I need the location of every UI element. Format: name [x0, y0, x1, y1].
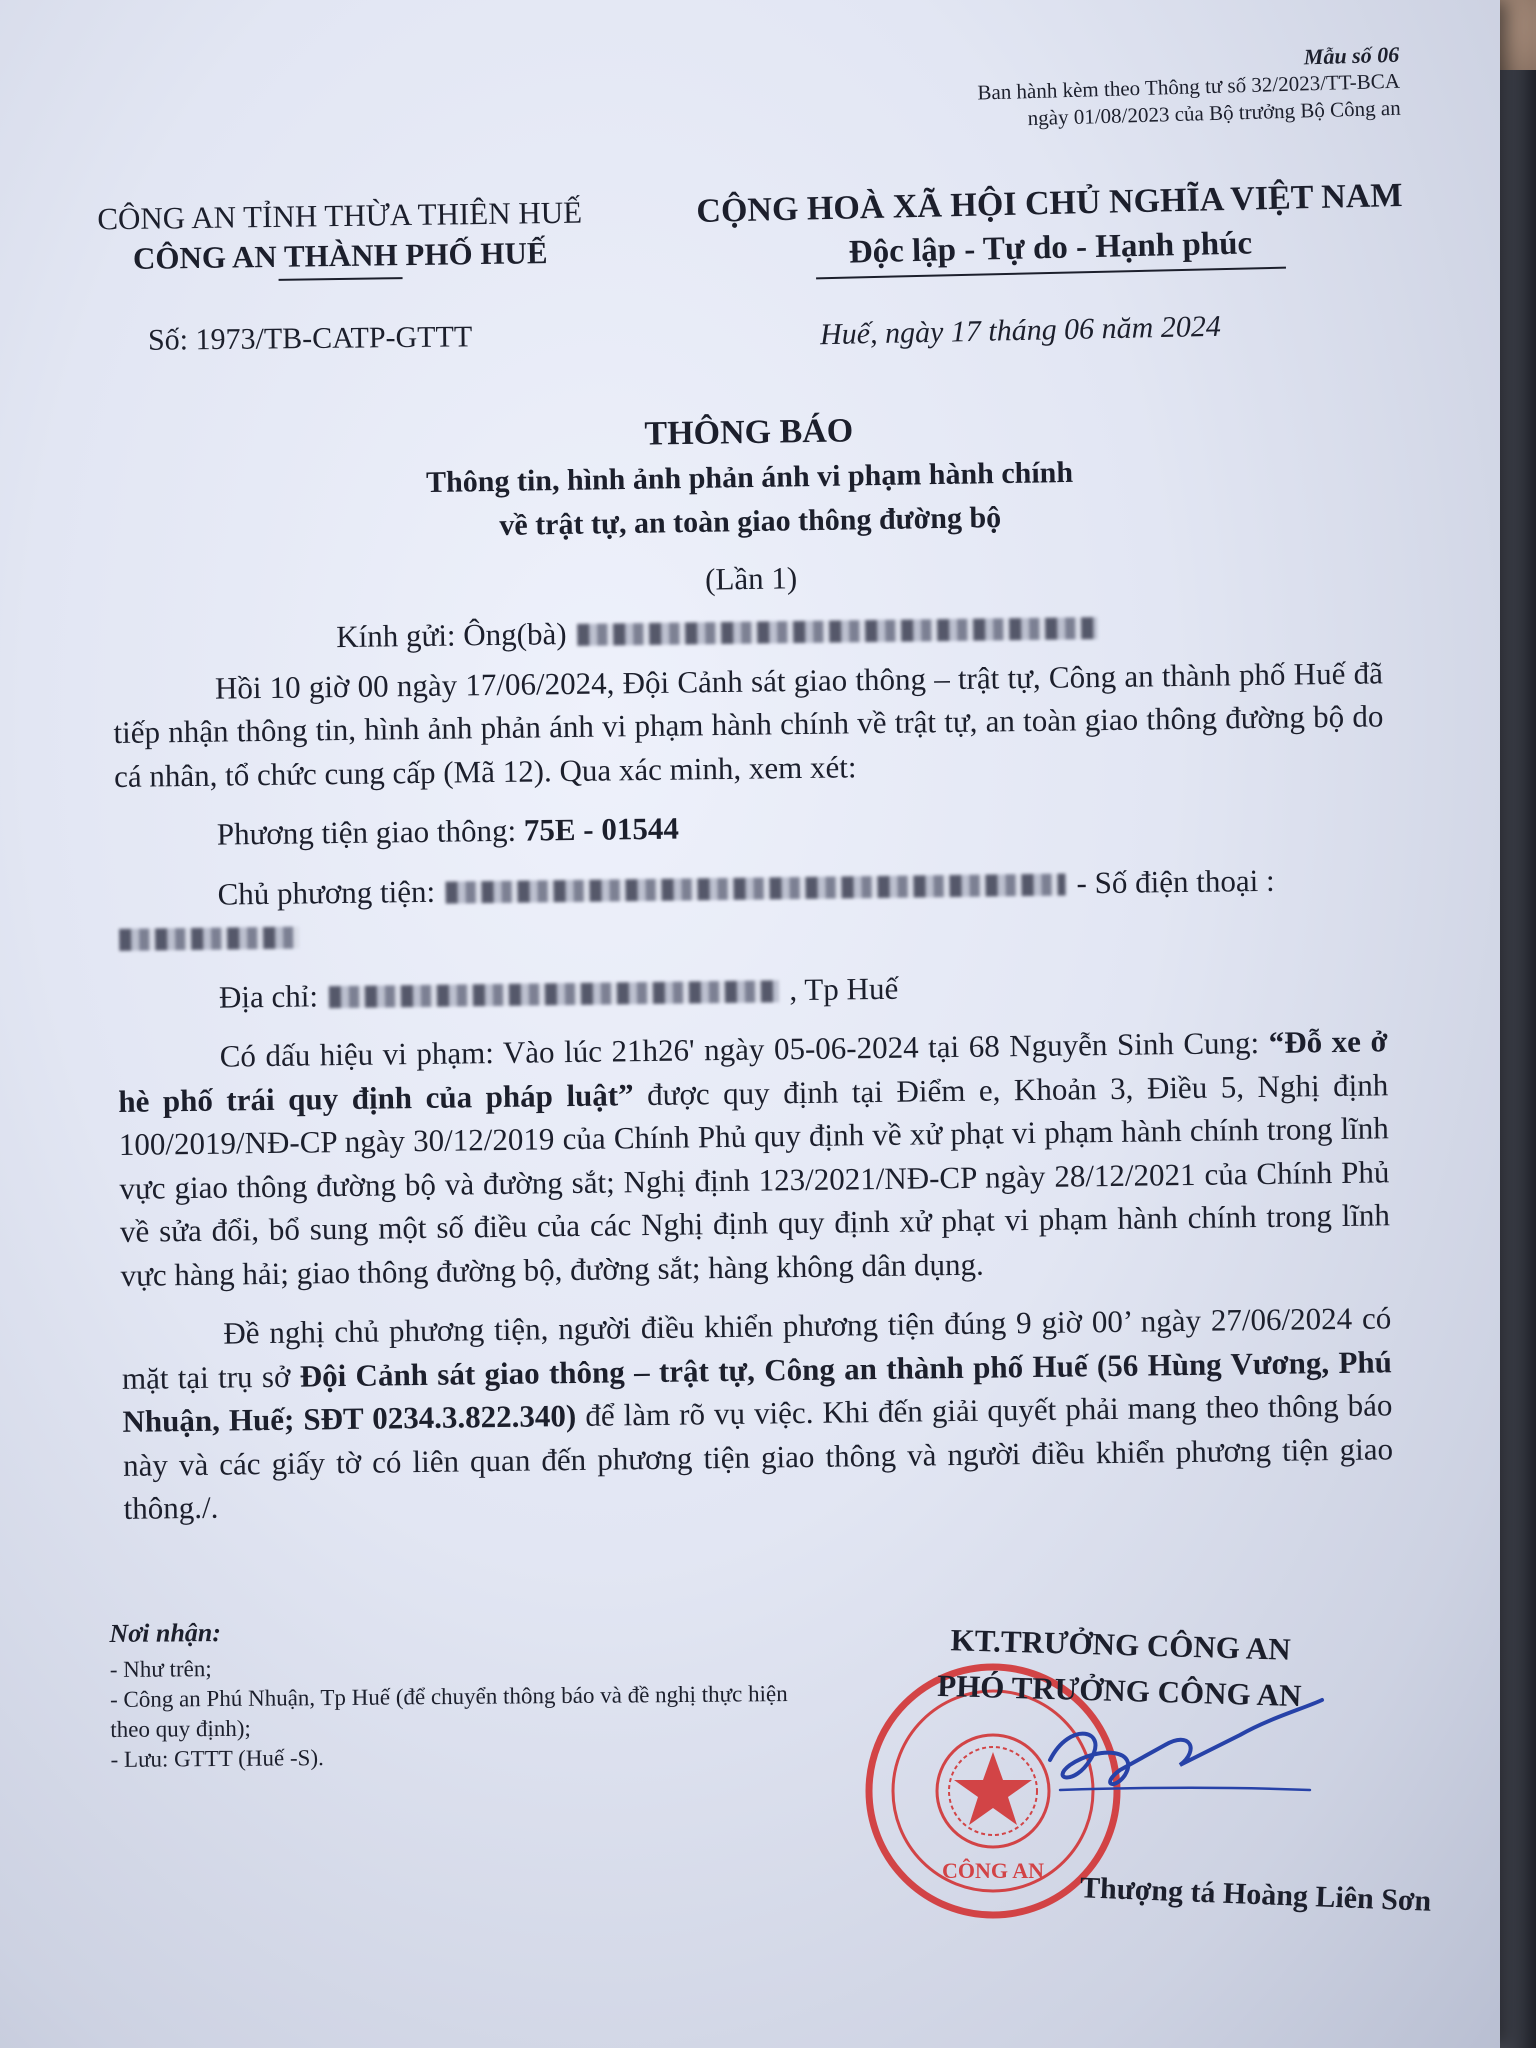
nation-motto: Độc lập - Tự do - Hạnh phúc	[848, 225, 1253, 271]
violation-prefix: Có dấu hiệu vi phạm: Vào lúc 21h26' ngày 05-06-2024 tại 68 Nguyễn Sinh Cung:	[219, 1025, 1260, 1074]
violation-offense: “Đỗ xe ở hè phố trái quy định của pháp luật”	[118, 1023, 1388, 1119]
document-subtitle-1: Thông tin, hình ảnh phản ánh vi phạm hành chính	[425, 455, 1074, 500]
address-label: Địa chỉ:	[218, 977, 319, 1015]
signature-title-2: PHÓ TRƯỞNG CÔNG AN	[936, 1667, 1302, 1714]
phone-label: - Số điện thoại :	[1076, 862, 1275, 900]
form-circular: Ban hành kèm theo Thông tư số 32/2023/TT-BCA	[977, 68, 1401, 105]
reference-code: 1973/TB-CATP-GTTT	[195, 320, 473, 357]
vehicle-label: Phương tiện giao thông:	[216, 812, 517, 852]
nation-name: CỘNG HOÀ XÃ HỘI CHỦ NGHĨA VIỆT NAM	[696, 177, 1403, 231]
request-part-1: Đề nghị chủ phương tiện, người điều khiển phương tiện đúng 9 giờ 00’ ngày 27/06/2024 có mặt tại trụ sở	[121, 1300, 1392, 1396]
nation-header	[669, 173, 1431, 282]
redacted-recipient-name	[577, 617, 1097, 646]
agency-header	[59, 192, 620, 284]
agency-parent: CÔNG AN TỈNH THỪA THIÊN HUẾ	[97, 194, 583, 237]
agency-underline	[279, 277, 403, 281]
recipient-item: - Lưu: GTTT (Huế -S).	[110, 1745, 324, 1772]
violation-legal-basis: được quy định tại Điểm e, Khoản 3, Điều 5, Nghị định 100/2019/NĐ-CP ngày 30/12/2019 của Chính Phủ quy định về xử phạt vi phạm hành chính trong lĩnh vực giao thông đường bộ và đường sắt; Nghị định 123/2021/NĐ-CP ngày 28/12/2021 của Chính Phủ về sửa đổi, bổ sung một số điều của các Nghị định quy định xử phạt vi phạm hành chính trong lĩnh vực hàng hải; giao thông đường bộ, đường sắt; hàng không dân dụng.	[118, 1066, 1391, 1293]
reference-number	[148, 320, 473, 357]
reference-label: Số:	[147, 323, 189, 357]
notice-attempt: (Lần 1)	[704, 560, 798, 597]
recipients-block	[109, 1613, 790, 1775]
title-block	[299, 403, 1202, 609]
form-reference	[879, 41, 1401, 136]
recipient-item: - Công an Phú Nhuận, Tp Huế (để chuyển thông báo và đề nghị thực hiện theo quy định);	[109, 1681, 788, 1742]
request-office: Đội Cảnh sát giao thông – trật tự, Công an thành phố Huế (56 Hùng Vương, Phú Nhuận, Huế; SĐT 0234.3.822.340)	[122, 1343, 1393, 1439]
request-part-2: để làm rõ vụ việc. Khi đến giải quyết phải mang theo thông báo này và các giấy tờ có liên quan đến phương tiện giao thông và người điều khiển phương tiện giao thông./.	[122, 1387, 1394, 1526]
redacted-owner-name	[446, 873, 1066, 903]
request-paragraph	[121, 1296, 1394, 1530]
signature-title-1: KT.TRƯỞNG CÔNG AN	[950, 1622, 1292, 1667]
recipients-heading: Nơi nhận:	[109, 1617, 222, 1648]
form-number: Mẫu số 06	[1303, 41, 1400, 70]
vehicle-plate: 75E - 01544	[523, 810, 680, 848]
redacted-phone-number	[119, 927, 299, 951]
document-title: THÔNG BÁO	[644, 412, 854, 453]
issue-date: Huế, ngày 17 tháng 06 năm 2024	[819, 309, 1222, 352]
form-circular-date: ngày 01/08/2023 của Bộ trưởng Bộ Công an	[1027, 95, 1401, 131]
document-subtitle-2: về trật tự, an toàn giao thông đường bộ	[499, 501, 1002, 542]
intro-paragraph: Hồi 10 giờ 00 ngày 17/06/2024, Đội Cảnh sát giao thông – trật tự, Công an thành phố Huế đã tiếp nhận thông tin, hình ảnh phản ánh vi phạm hành chính về trật tự, an toàn giao thông đường bộ do cá nhân, tổ chức cung cấp (Mã 12). Qua xác minh, xem xét:	[113, 654, 1384, 794]
signer-name: Thượng tá Hoàng Liên Sơn	[1079, 1871, 1432, 1918]
address-city: , Tp Huế	[789, 970, 899, 1007]
greeting-label: Kính gửi: Ông(bà)	[336, 616, 567, 655]
notice-body	[112, 601, 1394, 1530]
owner-label: Chủ phương tiện:	[217, 873, 436, 912]
handwritten-signature-icon	[1030, 1690, 1330, 1830]
agency-name: CÔNG AN THÀNH PHỐ HUẾ	[132, 235, 548, 276]
redacted-address	[329, 980, 779, 1008]
recipient-item: - Như trên;	[109, 1656, 212, 1682]
violation-paragraph	[117, 1019, 1390, 1297]
seal-text: CÔNG AN	[941, 1858, 1045, 1883]
